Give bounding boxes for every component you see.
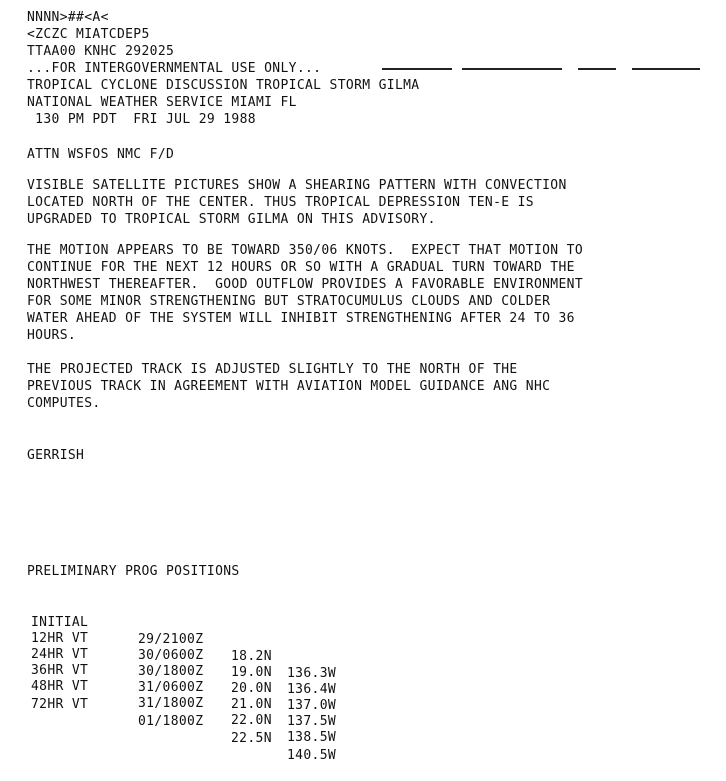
forecast-latitude: 22.0N xyxy=(231,713,272,728)
header-line-3: TTAA00 KNHC 292025 xyxy=(27,44,175,59)
forecast-label: 24HR VT xyxy=(31,647,89,662)
distribution-notice: ...FOR INTERGOVERNMENTAL USE ONLY... xyxy=(27,61,322,76)
paragraph-line: NORTHWEST THEREAFTER. GOOD OUTFLOW PROVIDES A FAVORABLE ENVIRONMENT xyxy=(27,277,584,292)
forecast-label: 72HR VT xyxy=(31,697,89,712)
attention-line: ATTN WSFOS NMC F/D xyxy=(27,147,175,162)
forecast-time: 30/0600Z xyxy=(138,648,204,663)
forecast-time: 31/0600Z xyxy=(138,680,204,695)
forecast-latitude: 22.5N xyxy=(231,731,272,746)
forecast-longitude: 137.0W xyxy=(287,698,337,713)
paragraph-line: CONTINUE FOR THE NEXT 12 HOURS OR SO WITH A GRADUAL TURN TOWARD THE xyxy=(27,260,575,275)
paragraph-line: PREVIOUS TRACK IN AGREEMENT WITH AVIATION MODEL GUIDANCE ANG NHC xyxy=(27,379,551,394)
paragraph-line: HOURS. xyxy=(27,328,77,343)
document-title: TROPICAL CYCLONE DISCUSSION TROPICAL STORM GILMA xyxy=(27,78,420,93)
forecast-label: 48HR VT xyxy=(31,679,89,694)
header-line-1: NNNN>##<A< xyxy=(27,10,109,25)
forecast-time: 31/1800Z xyxy=(138,696,204,711)
paragraph-line: WATER AHEAD OF THE SYSTEM WILL INHIBIT STRENGTHENING AFTER 24 TO 36 xyxy=(27,311,575,326)
strikethrough-marks xyxy=(382,62,702,71)
forecast-time: 01/1800Z xyxy=(138,714,204,729)
header-line-2: <ZCZC MIATCDEP5 xyxy=(27,27,150,42)
issue-timestamp: 130 PM PDT FRI JUL 29 1988 xyxy=(27,112,256,127)
paragraph-line: FOR SOME MINOR STRENGTHENING BUT STRATOCUMULUS CLOUDS AND COLDER xyxy=(27,294,551,309)
issuing-office: NATIONAL WEATHER SERVICE MIAMI FL xyxy=(27,95,297,110)
forecaster-signature: GERRISH xyxy=(27,448,85,463)
paragraph-line: VISIBLE SATELLITE PICTURES SHOW A SHEARING PATTERN WITH CONVECTION xyxy=(27,178,567,193)
forecast-label: INITIAL xyxy=(31,615,89,630)
forecast-time: 29/2100Z xyxy=(138,632,204,647)
forecast-latitude: 19.0N xyxy=(231,665,272,680)
paragraph-line: THE PROJECTED TRACK IS ADJUSTED SLIGHTLY TO THE NORTH OF THE xyxy=(27,362,518,377)
forecast-longitude: 137.5W xyxy=(287,714,337,729)
forecast-time: 30/1800Z xyxy=(138,664,204,679)
forecast-longitude: 136.4W xyxy=(287,682,337,697)
forecast-latitude: 18.2N xyxy=(231,649,272,664)
forecast-latitude: 21.0N xyxy=(231,697,272,712)
paragraph-line: THE MOTION APPEARS TO BE TOWARD 350/06 KNOTS. EXPECT THAT MOTION TO xyxy=(27,243,584,258)
forecast-label: 12HR VT xyxy=(31,631,89,646)
forecast-latitude: 20.0N xyxy=(231,681,272,696)
paragraph-line: UPGRADED TO TROPICAL STORM GILMA ON THIS ADVISORY. xyxy=(27,212,436,227)
forecast-longitude: 136.3W xyxy=(287,666,337,681)
forecast-longitude: 140.5W xyxy=(287,748,337,763)
paragraph-line: COMPUTES. xyxy=(27,396,101,411)
prog-positions-title: PRELIMINARY PROG POSITIONS xyxy=(27,564,240,579)
paragraph-line: LOCATED NORTH OF THE CENTER. THUS TROPICAL DEPRESSION TEN-E IS xyxy=(27,195,534,210)
forecast-label: 36HR VT xyxy=(31,663,89,678)
forecast-longitude: 138.5W xyxy=(287,730,337,745)
